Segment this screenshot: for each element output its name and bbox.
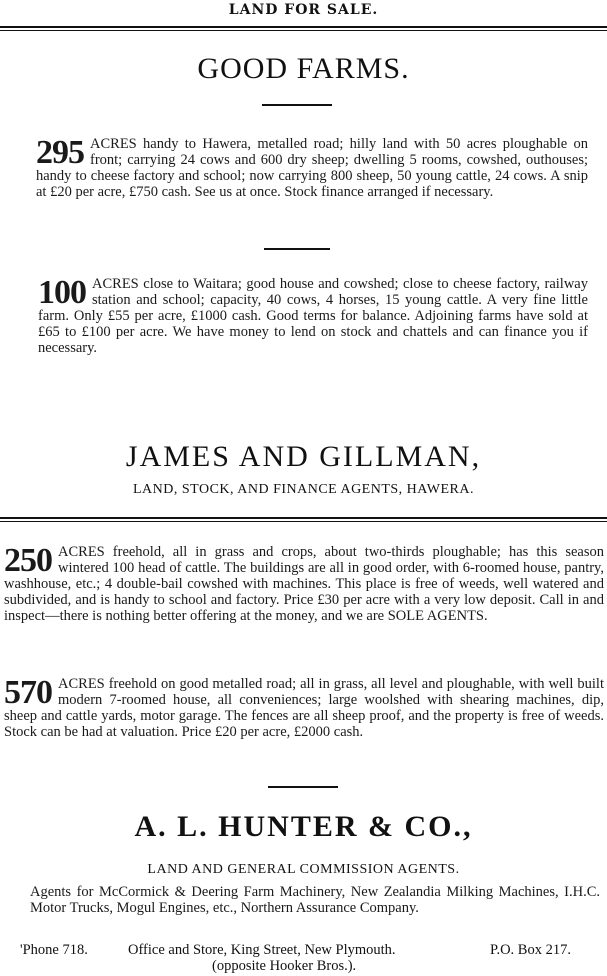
agencies-text: Agents for McCormick & Deering Farm Machinery, New Zealandia Milking Machines, I.H.C. Motor Trucks, Mogul Engines, etc., Northern Assurance Company. [30,884,600,916]
listing-text: ACRES handy to Hawera, metalled road; hilly land with 50 acres ploughable on front; carrying 24 cows and 600 dry sheep; dwelling 5 rooms, cowshed, outhouses; handy to cheese factory and school; now carrying 800 sheep, 50 young cattle, 24 cows. A snip at £20 per acre, £750 cash. See us at once. Stock finance arranged if necessary. [36,136,588,200]
section-headline: GOOD FARMS. [197,52,410,85]
listing-acres: 295 [36,134,84,171]
section-rule [0,517,607,519]
listing-acres: 250 [4,542,52,579]
phone-number: 'Phone 718. [20,942,88,958]
listing-250 [4,544,604,624]
agent-subtitle: LAND AND GENERAL COMMISSION AGENTS. [147,862,460,877]
agent-name: A. L. HUNTER & CO., [134,810,473,843]
listing-text: ACRES close to Waitara; good house and cowshed; close to cheese factory, railway station and school; capacity, 40 cows, 4 horses, 15 young cattle. A very fine little farm. Only £55 per acre, £1000 cash. Good terms for balance. Adjoining farms have sold at £65 to £100 per acre. We have money to lend on stock and chattels and can finance you if necessary. [38,276,588,356]
header-rule [0,26,607,28]
listing-570 [4,676,604,740]
divider [264,248,330,250]
address-note: (opposite Hooker Bros.). [212,958,357,974]
agent-subtitle: LAND, STOCK, AND FINANCE AGENTS, HAWERA. [132,482,474,497]
page-heading: LAND FOR SALE. [228,2,379,18]
agent-name: JAMES AND GILLMAN, [125,440,482,473]
divider [262,104,332,106]
divider [268,786,338,788]
header-rule-2 [0,30,607,31]
listing-100 [38,276,588,356]
listing-acres: 100 [38,274,86,311]
office-address: Office and Store, King Street, New Plymouth. [128,942,396,958]
listing-acres: 570 [4,674,52,711]
section-rule-2 [0,521,607,522]
po-box: P.O. Box 217. [490,942,571,958]
listing-295 [36,136,588,200]
listing-text: ACRES freehold on good metalled road; all in grass, all level and ploughable, with well built modern 7-roomed house, all conveniences; large woolshed with shearing machines, dip, sheep and cattle yards, motor garage. The fences are all sheep proof, and the property is free of weeds. Stock can be had at valuation. Price £20 per acre, £2000 cash. [4,676,604,740]
listing-text: ACRES freehold, all in grass and crops, about two-thirds ploughable; has this season wintered 100 head of cattle. The buildings are all in good order, with 6-roomed house, pantry, washhouse, etc.; 4 double-bail cowshed with machines. This place is free of weeds, well watered and subdivided, and is handy to school and factory. Price £30 per acre with a very low deposit. Call in and inspect—there is nothing better offering at the money, and we are SOLE AGENTS. [4,544,604,624]
